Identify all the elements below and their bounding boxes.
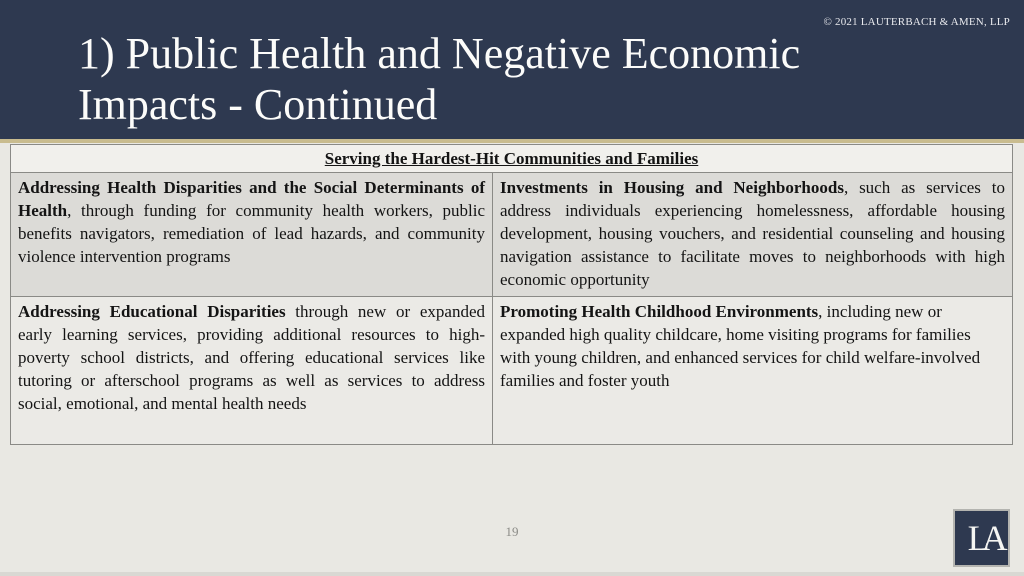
company-logo-letters: LA <box>967 518 1000 558</box>
cell-childhood-environments-lead: Promoting Health Childhood Environments <box>500 302 819 321</box>
table-row <box>11 173 1013 297</box>
cell-childhood-environments <box>493 297 1013 445</box>
copyright-text: © 2021 LAUTERBACH & AMEN, LLP <box>823 16 1010 28</box>
title-band <box>0 0 1024 139</box>
cell-housing-investments-lead: Investments in Housing and Neighborhoods <box>500 178 844 197</box>
cell-educational-disparities-lead: Addressing Educational Disparities <box>18 302 286 321</box>
cell-childhood-environments-body: , including new or expanded high quality childcare, home visiting programs for families with young children, and enhanced services for child welfare-involved families and foster youth <box>500 302 981 390</box>
cell-educational-disparities <box>11 297 493 445</box>
cell-health-disparities <box>11 173 493 297</box>
slide-bottom-edge <box>0 572 1024 576</box>
slide-title: 1) Public Health and Negative Economic Impacts - Continued <box>78 29 801 129</box>
content-table <box>10 144 1013 445</box>
company-logo <box>953 509 1010 567</box>
table-header-cell <box>11 145 1013 173</box>
cell-housing-investments-body: , such as services to address individuals experiencing homelessness, affordable housing development, housing vouchers, and residential counseling and housing navigation assistance to facilitate moves to neighborhoods with high economic opportunity <box>500 178 1006 289</box>
cell-health-disparities-lead: Addressing Health Disparities and the Social Determinants of Health <box>18 178 485 220</box>
accent-divider <box>0 139 1024 143</box>
cell-housing-investments <box>493 173 1013 297</box>
cell-health-disparities-body: , through funding for community health workers, public benefits navigators, remediation of lead hazards, and community violence intervention programs <box>18 201 485 266</box>
table-row <box>11 297 1013 445</box>
cell-educational-disparities-body: through new or expanded early learning services, providing additional resources to high-poverty school districts, and offering educational services like tutoring or afterschool programs as well as services to address social, emotional, and mental health needs <box>18 302 485 413</box>
table-header-row <box>11 145 1013 173</box>
table-header-title: Serving the Hardest-Hit Communities and Families <box>324 148 699 168</box>
page-number: 19 <box>505 524 519 539</box>
